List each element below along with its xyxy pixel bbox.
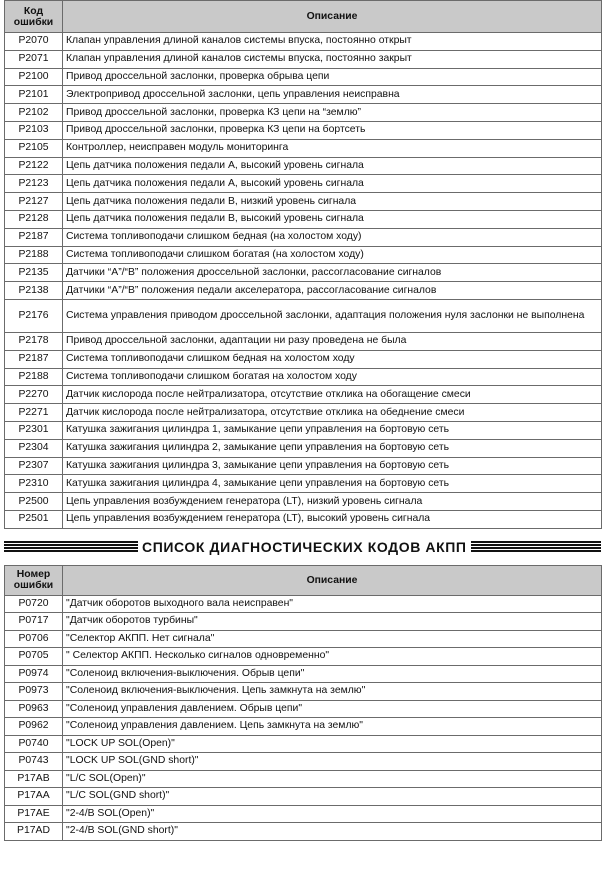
error-code: P2307 xyxy=(5,457,63,475)
table-row xyxy=(5,50,602,68)
error-description: Катушка зажигания цилиндра 1, замыкание цепи управления на бортовую сеть xyxy=(63,421,602,439)
table-row xyxy=(5,421,602,439)
error-description: Катушка зажигания цилиндра 3, замыкание цепи управления на бортовую сеть xyxy=(63,457,602,475)
error-code: P2500 xyxy=(5,493,63,511)
error-description: Цепь управления возбуждением генератора (LT), низкий уровень сигнала xyxy=(63,493,602,511)
error-code: P2100 xyxy=(5,68,63,86)
error-description: Датчики “А”/“В” положения педали акселератора, рассогласование сигналов xyxy=(63,282,602,300)
table-row xyxy=(5,139,602,157)
error-description: Цепь датчика положения педали А, высокий уровень сигнала xyxy=(63,157,602,175)
table-row xyxy=(5,735,602,753)
error-code: P0740 xyxy=(5,735,63,753)
table-row xyxy=(5,332,602,350)
error-description: "Датчик оборотов выходного вала неисправен" xyxy=(63,595,602,613)
table-row xyxy=(5,121,602,139)
error-code: P2501 xyxy=(5,510,63,528)
table-row xyxy=(5,805,602,823)
error-code: P2135 xyxy=(5,264,63,282)
error-description: Датчик кислорода после нейтрализатора, отсутствие отклика на обогащение смеси xyxy=(63,386,602,404)
error-description: Привод дроссельной заслонки, проверка КЗ цепи на бортсеть xyxy=(63,121,602,139)
error-code: P17AD xyxy=(5,823,63,841)
error-description: Датчики “А”/“В” положения дроссельной заслонки, рассогласование сигналов xyxy=(63,264,602,282)
error-code: P2271 xyxy=(5,404,63,422)
table-row xyxy=(5,264,602,282)
error-code: P2187 xyxy=(5,228,63,246)
error-code: P2301 xyxy=(5,421,63,439)
error-description: "LOCK UP SOL(GND short)" xyxy=(63,753,602,771)
error-code: P2128 xyxy=(5,210,63,228)
error-description: Цепь управления возбуждением генератора (LT), высокий уровень сигнала xyxy=(63,510,602,528)
table-row xyxy=(5,210,602,228)
error-description: Клапан управления длиной каналов системы впуска, постоянно открыт xyxy=(63,33,602,51)
table-row xyxy=(5,350,602,368)
error-description: "Селектор АКПП. Нет сигнала" xyxy=(63,630,602,648)
error-code: P0743 xyxy=(5,753,63,771)
error-code: P0973 xyxy=(5,683,63,701)
table-row xyxy=(5,475,602,493)
error-description: "L/C SOL(Open)" xyxy=(63,770,602,788)
error-code: P2187 xyxy=(5,350,63,368)
error-description: Система управления приводом дроссельной заслонки, адаптация положения нуля заслонки не выполнена xyxy=(63,299,602,332)
table-row xyxy=(5,193,602,211)
table-row xyxy=(5,86,602,104)
table-row xyxy=(5,68,602,86)
engine-codes-table xyxy=(4,0,602,529)
error-code: P2188 xyxy=(5,246,63,264)
error-description: "LOCK UP SOL(Open)" xyxy=(63,735,602,753)
error-code: P2070 xyxy=(5,33,63,51)
table-row xyxy=(5,493,602,511)
error-description: "2-4/B SOL(Open)" xyxy=(63,805,602,823)
error-code: P2188 xyxy=(5,368,63,386)
error-description: "L/C SOL(GND short)" xyxy=(63,788,602,806)
table-row xyxy=(5,630,602,648)
error-code: P2103 xyxy=(5,121,63,139)
table-row xyxy=(5,33,602,51)
table-row xyxy=(5,595,602,613)
error-code: P17AE xyxy=(5,805,63,823)
document-page xyxy=(4,0,601,841)
code-column-header: Код ошибки xyxy=(5,1,63,33)
error-description: "Соленоид включения-выключения. Цепь замкнута на землю" xyxy=(63,683,602,701)
description-column-header: Описание xyxy=(63,1,602,33)
error-code: P0720 xyxy=(5,595,63,613)
error-description: Катушка зажигания цилиндра 2, замыкание цепи управления на бортовую сеть xyxy=(63,439,602,457)
error-description: Привод дроссельной заслонки, проверка обрыва цепи xyxy=(63,68,602,86)
table-row xyxy=(5,104,602,122)
error-code: P2105 xyxy=(5,139,63,157)
table-row xyxy=(5,246,602,264)
error-description: Контроллер, неисправен модуль мониторинга xyxy=(63,139,602,157)
error-description: Привод дроссельной заслонки, проверка КЗ цепи на “землю” xyxy=(63,104,602,122)
table-row xyxy=(5,404,602,422)
error-code: P2102 xyxy=(5,104,63,122)
error-code: P0974 xyxy=(5,665,63,683)
error-description: "Соленоид управления давлением. Обрыв цепи" xyxy=(63,700,602,718)
table-row xyxy=(5,753,602,771)
table-row xyxy=(5,157,602,175)
error-description: Катушка зажигания цилиндра 4, замыкание цепи управления на бортовую сеть xyxy=(63,475,602,493)
section-title: СПИСОК ДИАГНОСТИЧЕСКИХ КОДОВ АКПП xyxy=(138,536,471,558)
error-description: Цепь датчика положения педали В, высокий уровень сигнала xyxy=(63,210,602,228)
error-description: "Соленоид управления давлением. Цепь замкнута на землю" xyxy=(63,718,602,736)
error-code: P2071 xyxy=(5,50,63,68)
table-row xyxy=(5,368,602,386)
error-description: Клапан управления длиной каналов системы впуска, постоянно закрыт xyxy=(63,50,602,68)
table-row xyxy=(5,683,602,701)
table-row xyxy=(5,386,602,404)
code-column-header: Номер ошибки xyxy=(5,565,63,595)
description-column-header: Описание xyxy=(63,565,602,595)
table-header-row xyxy=(5,1,602,33)
error-code: P0962 xyxy=(5,718,63,736)
table-row xyxy=(5,770,602,788)
error-description: Система топливоподачи слишком бедная на холостом ходу xyxy=(63,350,602,368)
error-description: " Селектор АКПП. Несколько сигналов одновременно" xyxy=(63,648,602,666)
error-code: P0705 xyxy=(5,648,63,666)
table-row xyxy=(5,718,602,736)
table-row xyxy=(5,282,602,300)
error-code: P2270 xyxy=(5,386,63,404)
error-code: P2310 xyxy=(5,475,63,493)
table-row xyxy=(5,299,602,332)
table-row xyxy=(5,457,602,475)
error-description: Привод дроссельной заслонки, адаптации ни разу проведена не была xyxy=(63,332,602,350)
error-code: P0963 xyxy=(5,700,63,718)
error-code: P2178 xyxy=(5,332,63,350)
error-code: P2122 xyxy=(5,157,63,175)
table-row xyxy=(5,613,602,631)
table-row xyxy=(5,700,602,718)
table-row xyxy=(5,439,602,457)
error-description: Цепь датчика положения педали А, высокий уровень сигнала xyxy=(63,175,602,193)
akpp-codes-table xyxy=(4,565,602,841)
table-row xyxy=(5,665,602,683)
error-description: Цепь датчика положения педали В, низкий уровень сигнала xyxy=(63,193,602,211)
table-row xyxy=(5,175,602,193)
error-description: "Соленоид включения-выключения. Обрыв цепи" xyxy=(63,665,602,683)
error-description: Система топливоподачи слишком богатая на холостом ходу xyxy=(63,368,602,386)
error-code: P2123 xyxy=(5,175,63,193)
error-description: Электропривод дроссельной заслонки, цепь управления неисправна xyxy=(63,86,602,104)
section-heading xyxy=(4,534,601,560)
error-code: P17AB xyxy=(5,770,63,788)
table-row xyxy=(5,228,602,246)
error-code: P2304 xyxy=(5,439,63,457)
table-header-row xyxy=(5,565,602,595)
error-description: "Датчик оборотов турбины" xyxy=(63,613,602,631)
error-description: "2-4/B SOL(GND short)" xyxy=(63,823,602,841)
error-code: P2138 xyxy=(5,282,63,300)
table-row xyxy=(5,510,602,528)
error-code: P2127 xyxy=(5,193,63,211)
error-code: P0706 xyxy=(5,630,63,648)
error-code: P17AA xyxy=(5,788,63,806)
error-description: Система топливоподачи слишком богатая (на холостом ходу) xyxy=(63,246,602,264)
table-row xyxy=(5,648,602,666)
error-code: P2176 xyxy=(5,299,63,332)
error-code: P0717 xyxy=(5,613,63,631)
error-description: Система топливоподачи слишком бедная (на холостом ходу) xyxy=(63,228,602,246)
error-description: Датчик кислорода после нейтрализатора, отсутствие отклика на обеднение смеси xyxy=(63,404,602,422)
table-row xyxy=(5,788,602,806)
table-row xyxy=(5,823,602,841)
error-code: P2101 xyxy=(5,86,63,104)
